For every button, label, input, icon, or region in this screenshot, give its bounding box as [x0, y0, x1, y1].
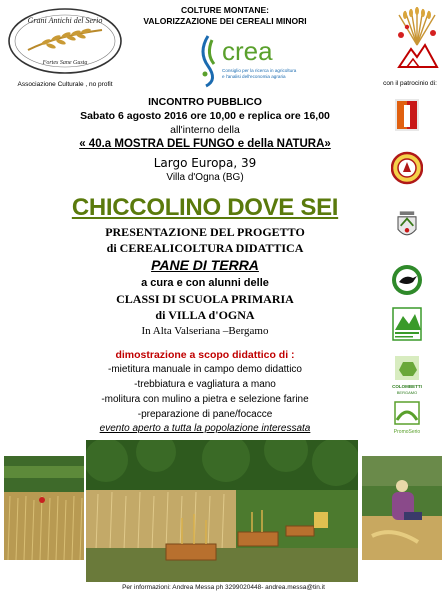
mostra-title: « 40.a MOSTRA DEL FUNGO e della NATURA» [79, 138, 331, 150]
patron-logo-bird-emblem [391, 262, 423, 298]
patron-logo-promoserio [391, 400, 423, 438]
event-dates: Sabato 6 agosto 2016 ore 10,00 e replica ore 16,00 [80, 110, 330, 122]
demo-activity: -preparazione di pane/focacce [137, 409, 273, 420]
patron-logo-green-mountain [391, 306, 423, 342]
project-title: CHICCOLINO DOVE SEI [71, 194, 339, 221]
patronage-label: con il patrocinio di: [383, 80, 437, 87]
demo-field-photo [86, 440, 358, 582]
harvesting-photo [362, 456, 442, 560]
alta-valseriana-text: In Alta Valseriana –Bergamo [141, 325, 269, 337]
a-cura-text: a cura e con alunni delle [141, 277, 269, 289]
classi-heading: CLASSI DI SCUOLA PRIMARIA [116, 292, 294, 306]
header-line-1: COLTURE MONTANE: [181, 5, 269, 15]
contact-info: Per informazioni: Andrea Messa ph 3299020448- andrea.messa@tin.it [122, 584, 325, 591]
association-tagline: Associazione Culturale , no profit [17, 81, 113, 88]
presentazione-heading: PRESENTAZIONE DEL PROGETTO [105, 225, 305, 239]
incontro-pubblico: INCONTRO PUBBLICO [148, 96, 262, 108]
patron-logo-coat-of-arms [391, 206, 423, 242]
open-event-note: evento aperto a tutta la popolazione interessata [99, 423, 311, 434]
cerealicoltura-heading: di CEREALICOLTURA DIDATTICA [106, 241, 304, 255]
patron-logo-red-emblem [391, 97, 423, 133]
patron-logo-round-seal [391, 150, 423, 186]
patron-logo-colombetti [391, 354, 423, 398]
crea-name: crea [222, 36, 273, 66]
colombetti-label: COLOMBETTI [392, 384, 422, 389]
crea-swirl-icon [203, 36, 215, 86]
crea-logo [196, 30, 298, 88]
demo-heading: dimostrazione a scopo didattico di : [115, 349, 295, 361]
demo-activity: -molitura con mulino a pietra e selezione farine [101, 394, 309, 405]
logo-name: Grani Antichi del Serio [27, 16, 103, 25]
all-interno-text: all'interno della [170, 124, 240, 136]
header-line-2: VALORIZZAZIONE DEI CEREALI MINORI [143, 16, 307, 26]
villa-heading: di VILLA d'OGNA [155, 308, 255, 322]
mountain-icon [399, 45, 437, 67]
pane-di-terra-title: PANE DI TERRA [151, 257, 259, 273]
demo-activity: -trebbiatura e vagliatura a mano [134, 379, 276, 390]
wheat-field-photo [4, 456, 84, 560]
person-figure [39, 497, 45, 503]
logo-motto: Fortes Sane Gusta [42, 60, 88, 66]
promoserio-label: PromoSerio [393, 429, 421, 435]
event-address: Largo Europa, 39 [153, 156, 257, 170]
colombetti-sublabel: BERGAMO [396, 390, 418, 395]
event-town: Villa d'Ogna (BG) [166, 172, 244, 183]
crea-subtitle-1: Consiglio per la ricerca in agricoltura [222, 68, 297, 73]
crea-subtitle-2: e l'analisi dell'economia agraria [222, 74, 286, 79]
wheat-mountain-logo [393, 5, 441, 77]
grani-antichi-logo [6, 6, 124, 76]
demo-activity: -mietitura manuale in campo demo didattico [108, 364, 302, 375]
